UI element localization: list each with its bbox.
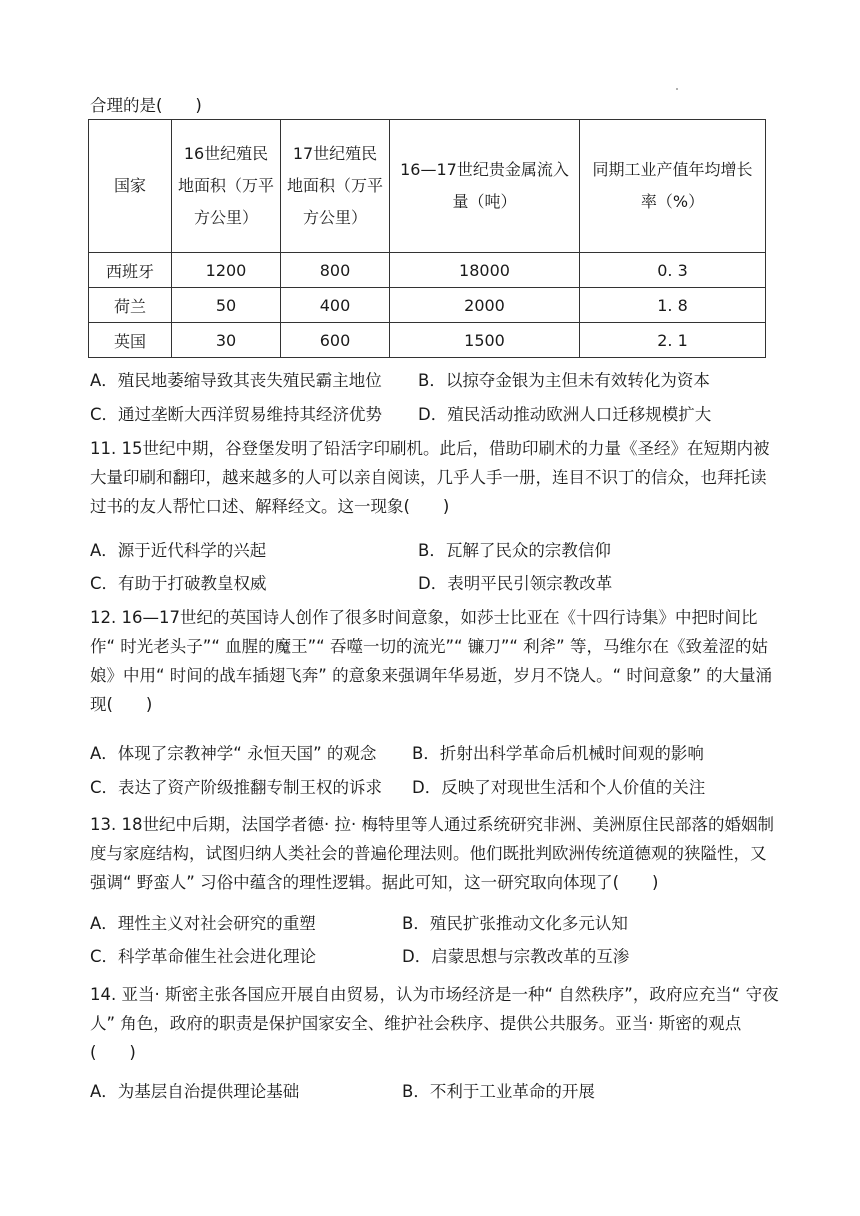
q10-option-d[interactable]: D．殖民活动推动欧洲人口迁移规模扩大 [418,405,712,424]
q11-option-d[interactable]: D．表明平民引领宗教改革 [418,574,613,593]
header-metal-inflow: 16—17世纪贵金属流入量（吨） [390,120,580,253]
cell-industry-growth: 2. 1 [580,323,766,358]
cell-17c-area: 600 [281,323,390,358]
header-17c-area: 17世纪殖民地面积（万平方公里） [281,120,390,253]
q10-option-c[interactable]: C．通过垄断大西洋贸易维持其经济优势 [90,405,383,424]
q11-option-a[interactable]: A．源于近代科学的兴起 [90,541,267,560]
cell-16c-area: 50 [172,288,281,323]
q11-stem: 11. 15世纪中期，谷登堡发明了铅活字印刷机。此后，借助印刷术的力量《圣经》在短期内被大量印刷和翻印，越来越多的人可以亲自阅读，几乎人手一册，连目不识丁的信众，也拜托读过书的友人帮忙口述、解释经文。这一现象( ) [90,439,770,516]
scan-speck [676,88,678,90]
table-header-row [89,120,766,253]
q12-option-a[interactable]: A．体现了宗教神学“ 永恒天国” 的观念 [90,744,377,763]
cell-industry-growth: 0. 3 [580,253,766,288]
cell-metal-inflow: 2000 [390,288,580,323]
q14-stem: 14. 亚当· 斯密主张各国应开展自由贸易，认为市场经济是一种“ 自然秩序”，政府应充当“ 守夜人” 角色，政府的职责是保护国家安全、维护社会秩序、提供公共服务。亚当· 斯密的观点( ) [90,985,779,1062]
q10-option-a[interactable]: A．殖民地萎缩导致其丧失殖民霸主地位 [90,371,382,390]
header-country: 国家 [89,120,172,253]
q12-stem: 12. 16—17世纪的英国诗人创作了很多时间意象，如莎士比亚在《十四行诗集》中把时间比作“ 时光老头子”“ 血腥的魔王”“ 吞噬一切的流光”“ 镰刀”“ 利斧” 等，马维尔在《致羞涩的姑娘》中用“ 时间的战车插翅飞奔” 的意象来强调年华易逝，岁月不饶人。“ 时间意象” 的大量涌现( ) [90,608,773,714]
cell-metal-inflow: 18000 [390,253,580,288]
q11-option-c[interactable]: C．有助于打破教皇权威 [90,574,267,593]
q13-option-c[interactable]: C．科学革命催生社会进化理论 [90,947,317,966]
header-16c-area: 16世纪殖民地面积（万平方公里） [172,120,281,253]
cell-16c-area: 30 [172,323,281,358]
table-row [89,323,766,358]
cell-17c-area: 800 [281,253,390,288]
cell-17c-area: 400 [281,288,390,323]
q10-option-b[interactable]: B．以掠夺金银为主但未有效转化为资本 [418,371,710,390]
cell-country: 西班牙 [89,253,172,288]
header-industry-growth: 同期工业产值年均增长率（%） [580,120,766,253]
cell-country: 荷兰 [89,288,172,323]
table-row [89,288,766,323]
cell-country: 英国 [89,323,172,358]
q14-option-b[interactable]: B．不利于工业革命的开展 [402,1082,595,1101]
q14-option-a[interactable]: A．为基层自治提供理论基础 [90,1082,300,1101]
q12-option-c[interactable]: C．表达了资产阶级推翻专制王权的诉求 [90,778,383,797]
question-intro: 合理的是( ) [90,96,202,115]
q13-stem: 13. 18世纪中后期，法国学者德· 拉· 梅特里等人通过系统研究非洲、美洲原住民部落的婚姻制度与家庭结构，试图归纳人类社会的普遍伦理法则。他们既批判欧洲传统道德观的狭隘性，又强调“ 野蛮人” 习俗中蕴含的理性逻辑。据此可知，这一研究取向体现了( ) [90,815,774,892]
q13-option-b[interactable]: B．殖民扩张推动文化多元认知 [402,914,628,933]
cell-16c-area: 1200 [172,253,281,288]
q11-option-b[interactable]: B．瓦解了民众的宗教信仰 [418,541,611,560]
q12-option-d[interactable]: D．反映了对现世生活和个人价值的关注 [412,778,706,797]
q13-option-a[interactable]: A．理性主义对社会研究的重塑 [90,914,316,933]
q12-option-b[interactable]: B．折射出科学革命后机械时间观的影响 [412,744,704,763]
q13-option-d[interactable]: D．启蒙思想与宗教改革的互渗 [402,947,630,966]
cell-industry-growth: 1. 8 [580,288,766,323]
colonial-data-table [88,119,766,358]
cell-metal-inflow: 1500 [390,323,580,358]
table-row [89,253,766,288]
